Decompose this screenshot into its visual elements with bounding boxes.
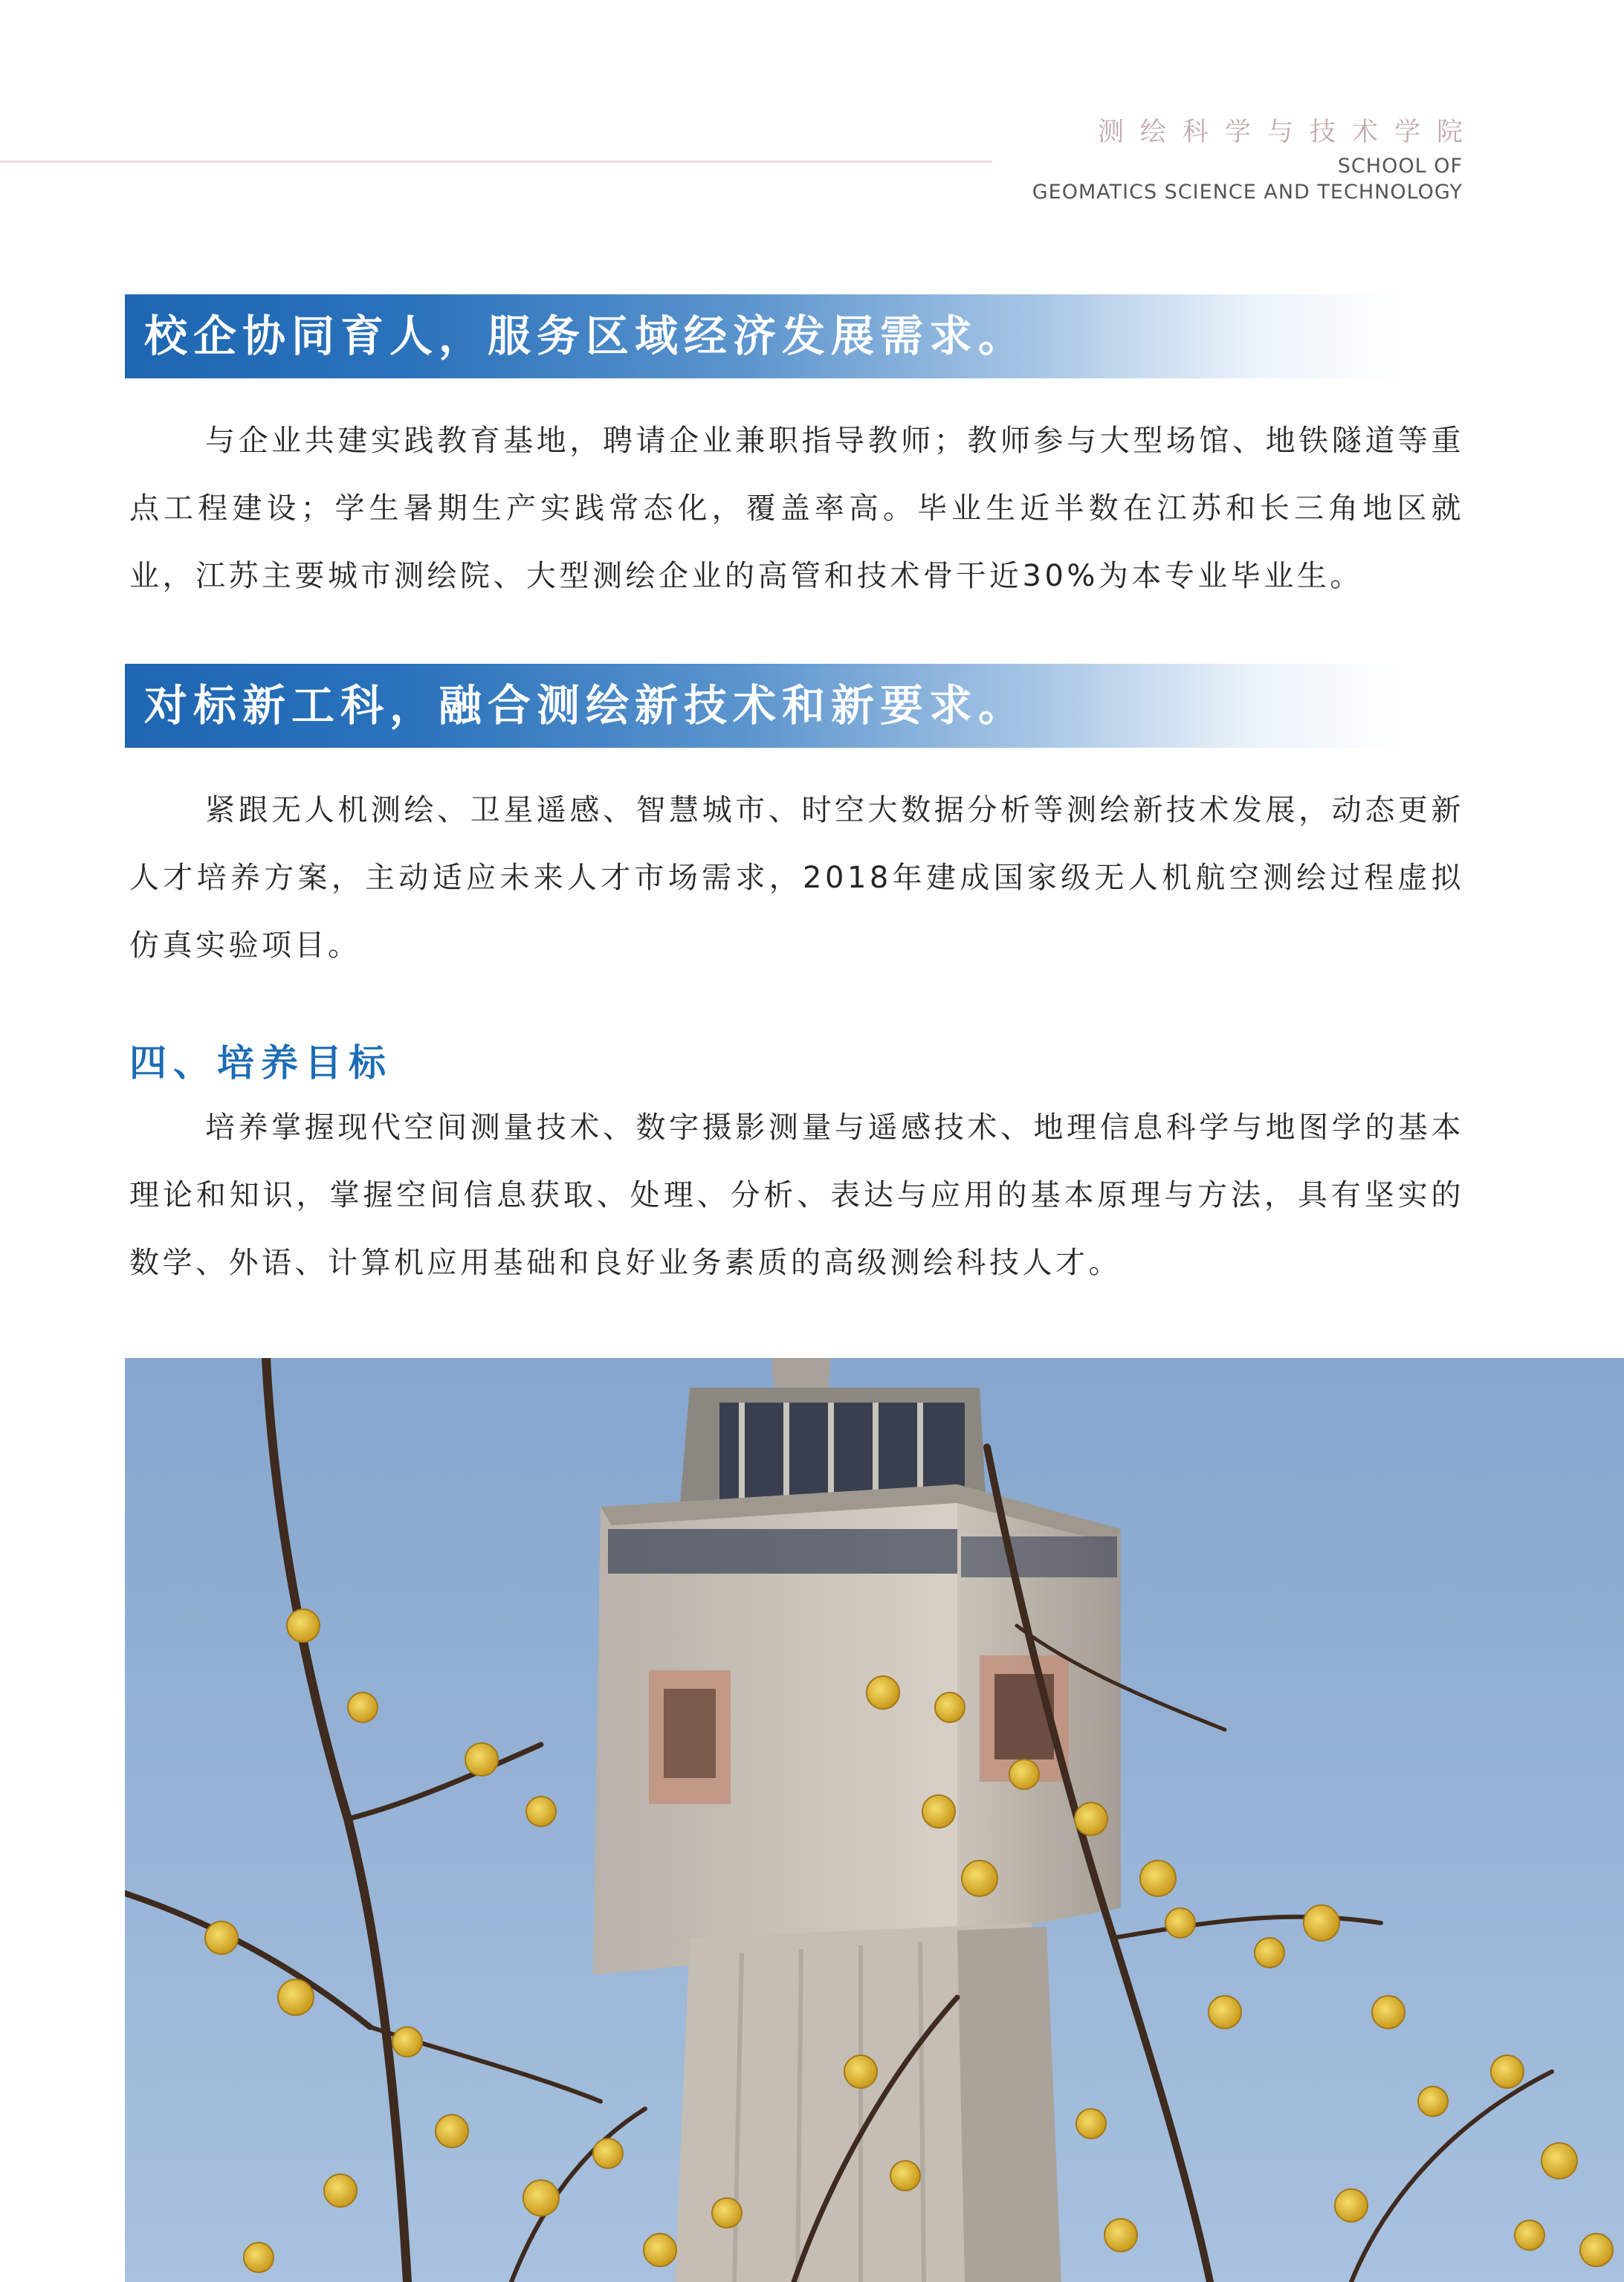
goal-heading: 四、培养目标 <box>129 1041 392 1085</box>
section-banner-1-title: 校企协同育人，服务区域经济发展需求。 <box>144 311 1028 361</box>
goal-paragraph: 培养掌握现代空间测量技术、数字摄影测量与遥感技术、地理信息科学与地图学的基本理论和知识，掌握空间信息获取、处理、分析、表达与应用的基本原理与方法，具有坚实的数学、外语、计算机应用基础和良好业务素质的高级测绘科技人才。 <box>129 1111 1464 1280</box>
campus-clock-tower-photo <box>125 1358 1624 2282</box>
school-name-en-line1: SCHOOL OF <box>1337 155 1463 178</box>
header-divider <box>0 161 992 163</box>
school-name-cn: 测绘科学与技术学院 <box>1097 117 1479 147</box>
section-banner-1 <box>125 294 1403 378</box>
section-1-paragraph: 与企业共建实践教育基地，聘请企业兼职指导教师；教师参与大型场馆、地铁隧道等重点工程建设；学生暑期生产实践常态化，覆盖率高。毕业生近半数在江苏和长三角地区就业，江苏主要城市测绘院、大型测绘企业的高管和技术骨干近30%为本专业毕业生。 <box>129 424 1464 593</box>
section-banner-2-title: 对标新工科，融合测绘新技术和新要求。 <box>144 680 1028 731</box>
section-2-paragraph: 紧跟无人机测绘、卫星遥感、智慧城市、时空大数据分析等测绘新技术发展，动态更新人才培养方案，主动适应未来人才市场需求，2018年建成国家级无人机航空测绘过程虚拟仿真实验项目。 <box>129 793 1464 963</box>
section-banner-2 <box>125 664 1403 748</box>
school-header <box>1032 111 1479 205</box>
school-name-en-line2: GEOMATICS SCIENCE AND TECHNOLOGY <box>1032 181 1463 204</box>
